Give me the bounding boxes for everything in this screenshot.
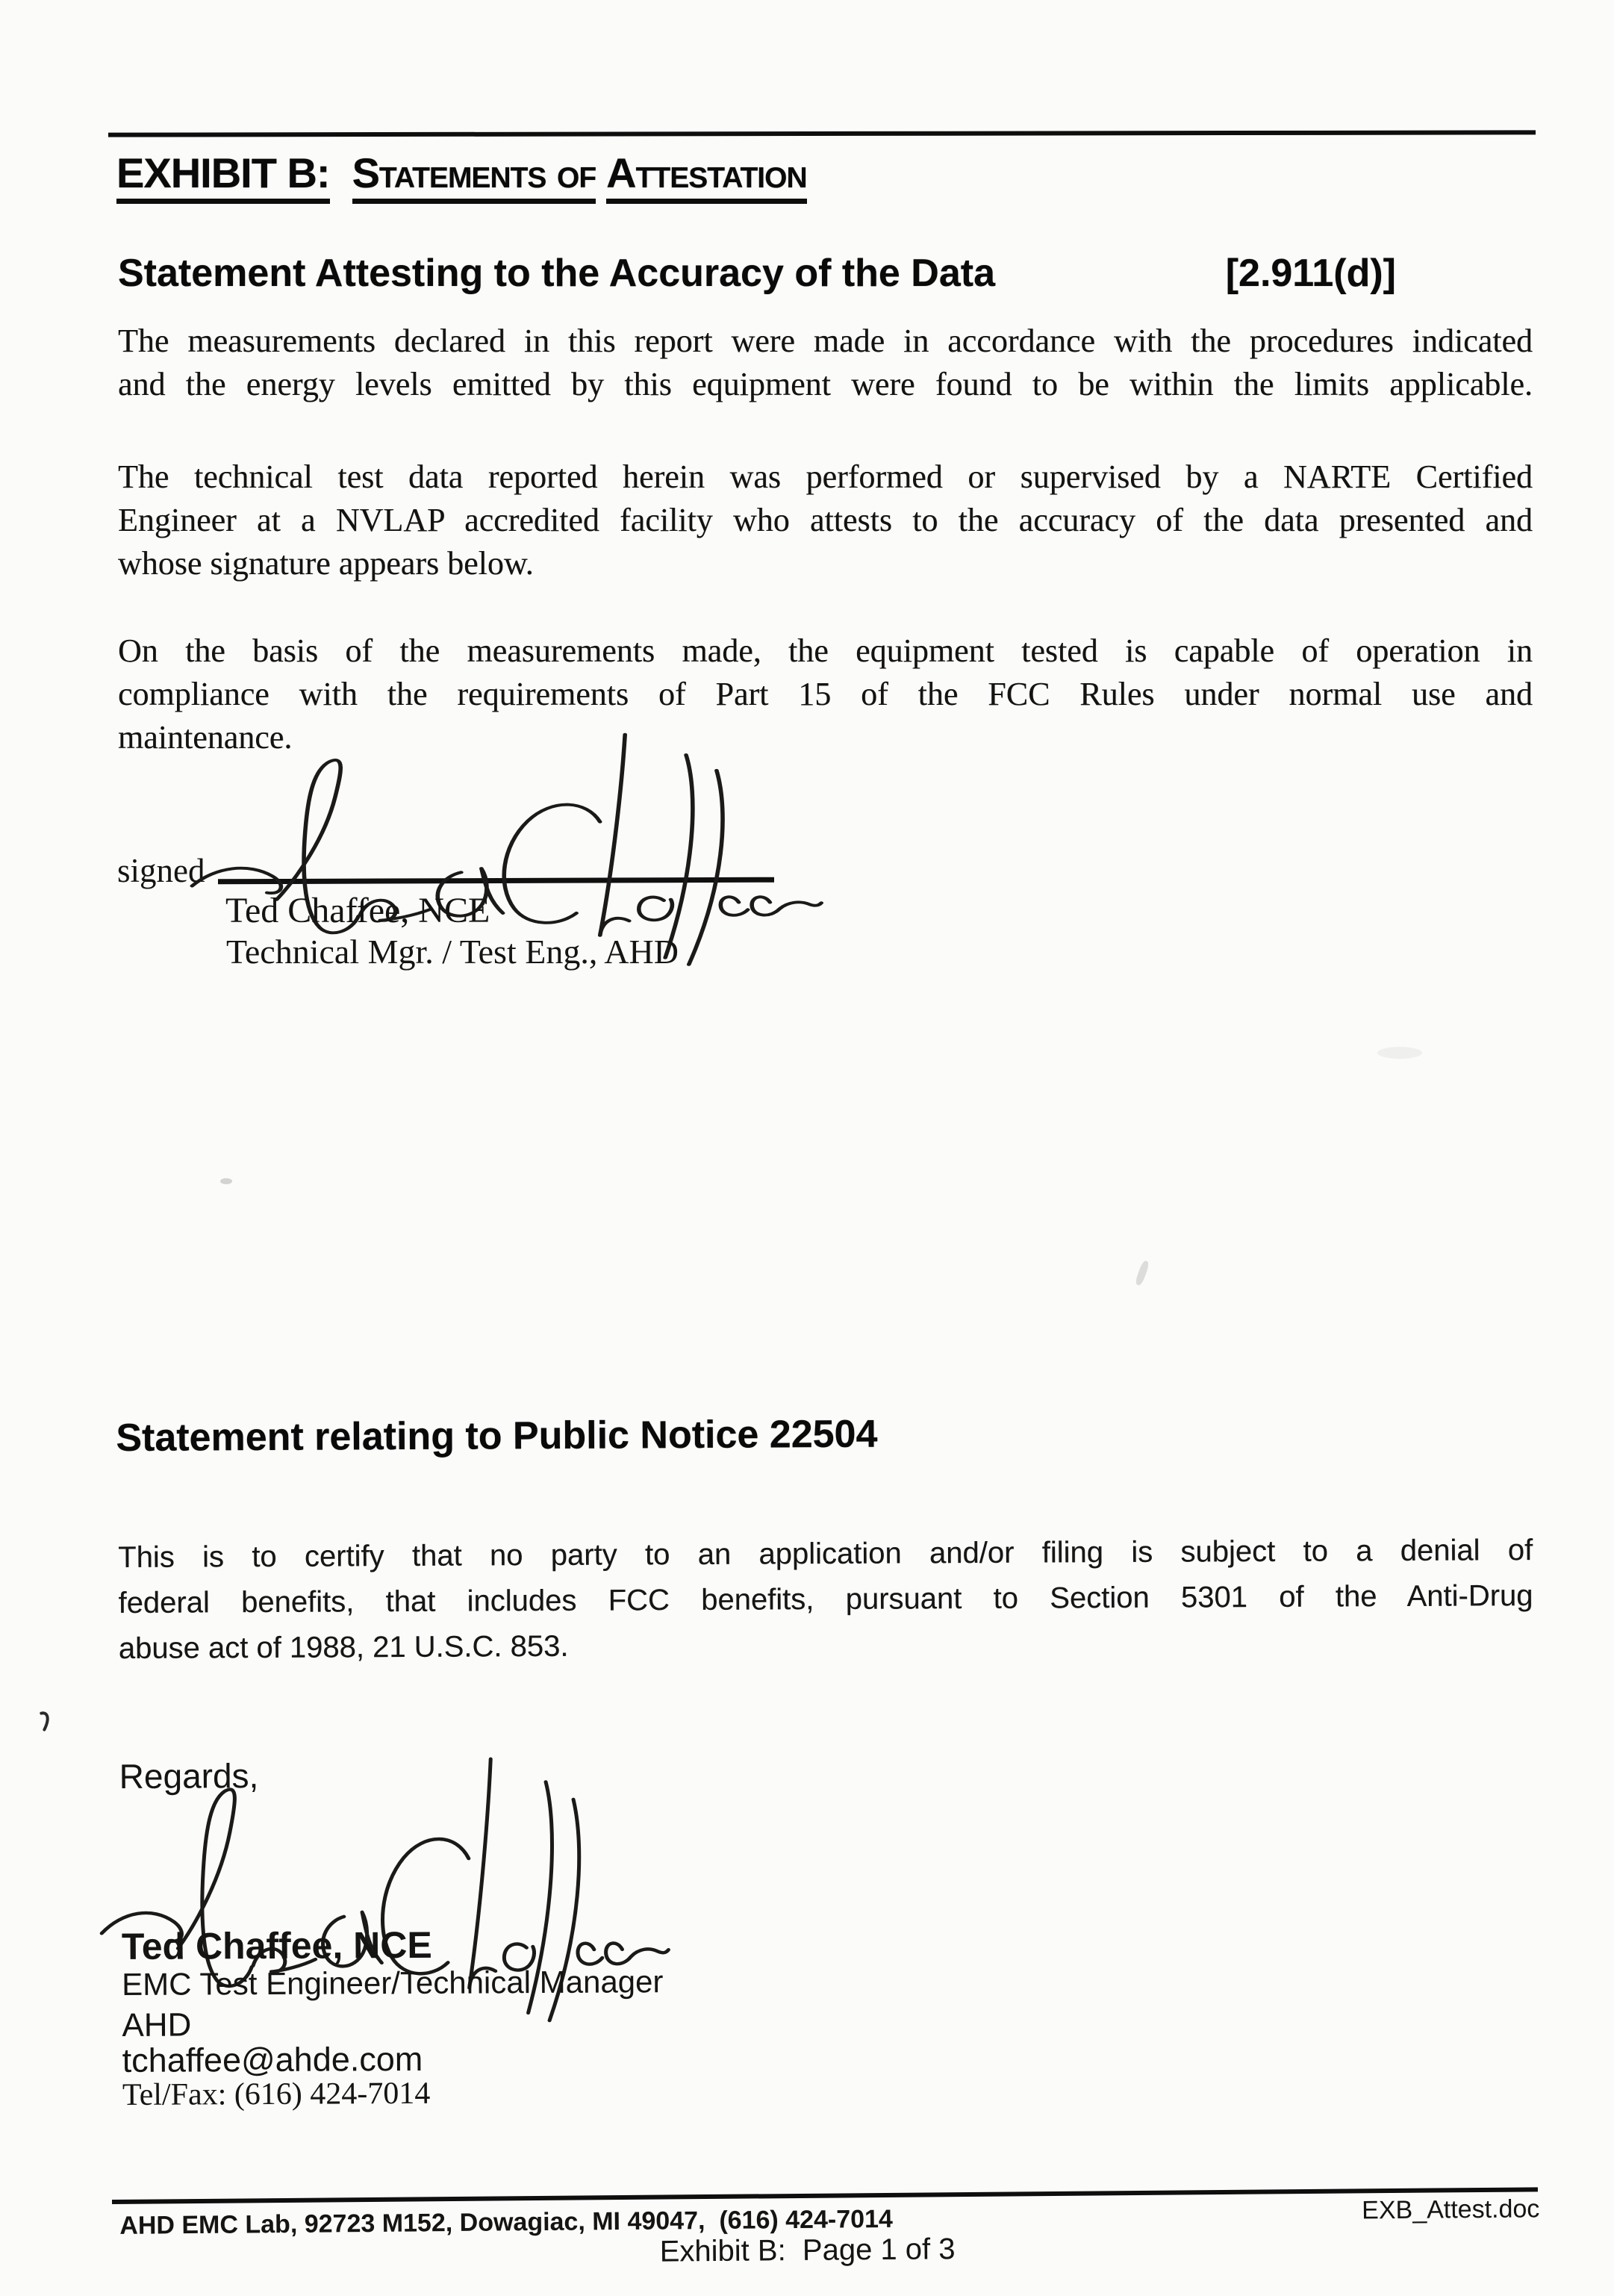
signer-role: EMC Test Engineer/Technical Manager bbox=[122, 1964, 664, 2002]
organization: AHD bbox=[122, 2006, 192, 2044]
tel-fax: Tel/Fax: (616) 424-7014 bbox=[122, 2076, 431, 2112]
footer-page-label: Exhibit B: Page 1 of 3 bbox=[659, 2233, 956, 2268]
signer-name: Ted Chaffee, NCE bbox=[121, 1923, 432, 1967]
exhibit-title-part2: Attestation bbox=[606, 152, 806, 204]
regards-salutation: Regards, bbox=[119, 1756, 259, 1796]
email-address: tchaffee@ahde.com bbox=[122, 2039, 423, 2079]
signer-name: Ted Chaffee, NCE bbox=[225, 891, 490, 930]
text-line: compliance with the requirements of Part 15 of the FCC Rules under normal use and bbox=[118, 676, 1533, 712]
exhibit-label: EXHIBIT B: bbox=[116, 152, 330, 204]
text-line: The measurements declared in this report were made in accordance with the procedures indicated bbox=[118, 323, 1533, 359]
text-line: Engineer at a NVLAP accredited facility who attests to the accuracy of the data presented and bbox=[118, 502, 1533, 538]
rule-reference: [2.911(d)] bbox=[1225, 252, 1396, 295]
text-line: abuse act of 1988, 21 U.S.C. 853. bbox=[118, 1629, 569, 1666]
signed-label: signed bbox=[117, 852, 205, 889]
footer-horizontal-rule bbox=[112, 2187, 1538, 2204]
signer-title: Technical Mgr. / Test Eng., AHD bbox=[226, 933, 679, 971]
text-line: whose signature appears below. bbox=[118, 545, 534, 582]
statement2-heading: Statement relating to Public Notice 22504 bbox=[116, 1412, 878, 1460]
footer-doc-filename: EXB_Attest.doc bbox=[1362, 2194, 1540, 2225]
text-line: This is to certify that no party to an application and/or filing is subject to a denial of bbox=[118, 1534, 1533, 1575]
text-line: maintenance. bbox=[118, 719, 293, 756]
statement1-heading: Statement Attesting to the Accuracy of the Data bbox=[118, 252, 996, 295]
text-line: The technical test data reported herein was performed or supervised by a NARTE Certified bbox=[118, 458, 1533, 495]
exhibit-title-part1: Statements of bbox=[352, 152, 596, 204]
text-line: On the basis of the measurements made, the equipment tested is capable of operation in bbox=[118, 632, 1533, 669]
footer-lab-address: AHD EMC Lab, 92723 M152, Dowagiac, MI 49047, (616) 424-7014 bbox=[119, 2204, 894, 2240]
text-line: and the energy levels emitted by this equipment were found to be within the limits applicable. bbox=[118, 366, 1533, 402]
text-line: federal benefits, that includes FCC benefits, pursuant to Section 5301 of the Anti-Drug bbox=[118, 1579, 1533, 1620]
